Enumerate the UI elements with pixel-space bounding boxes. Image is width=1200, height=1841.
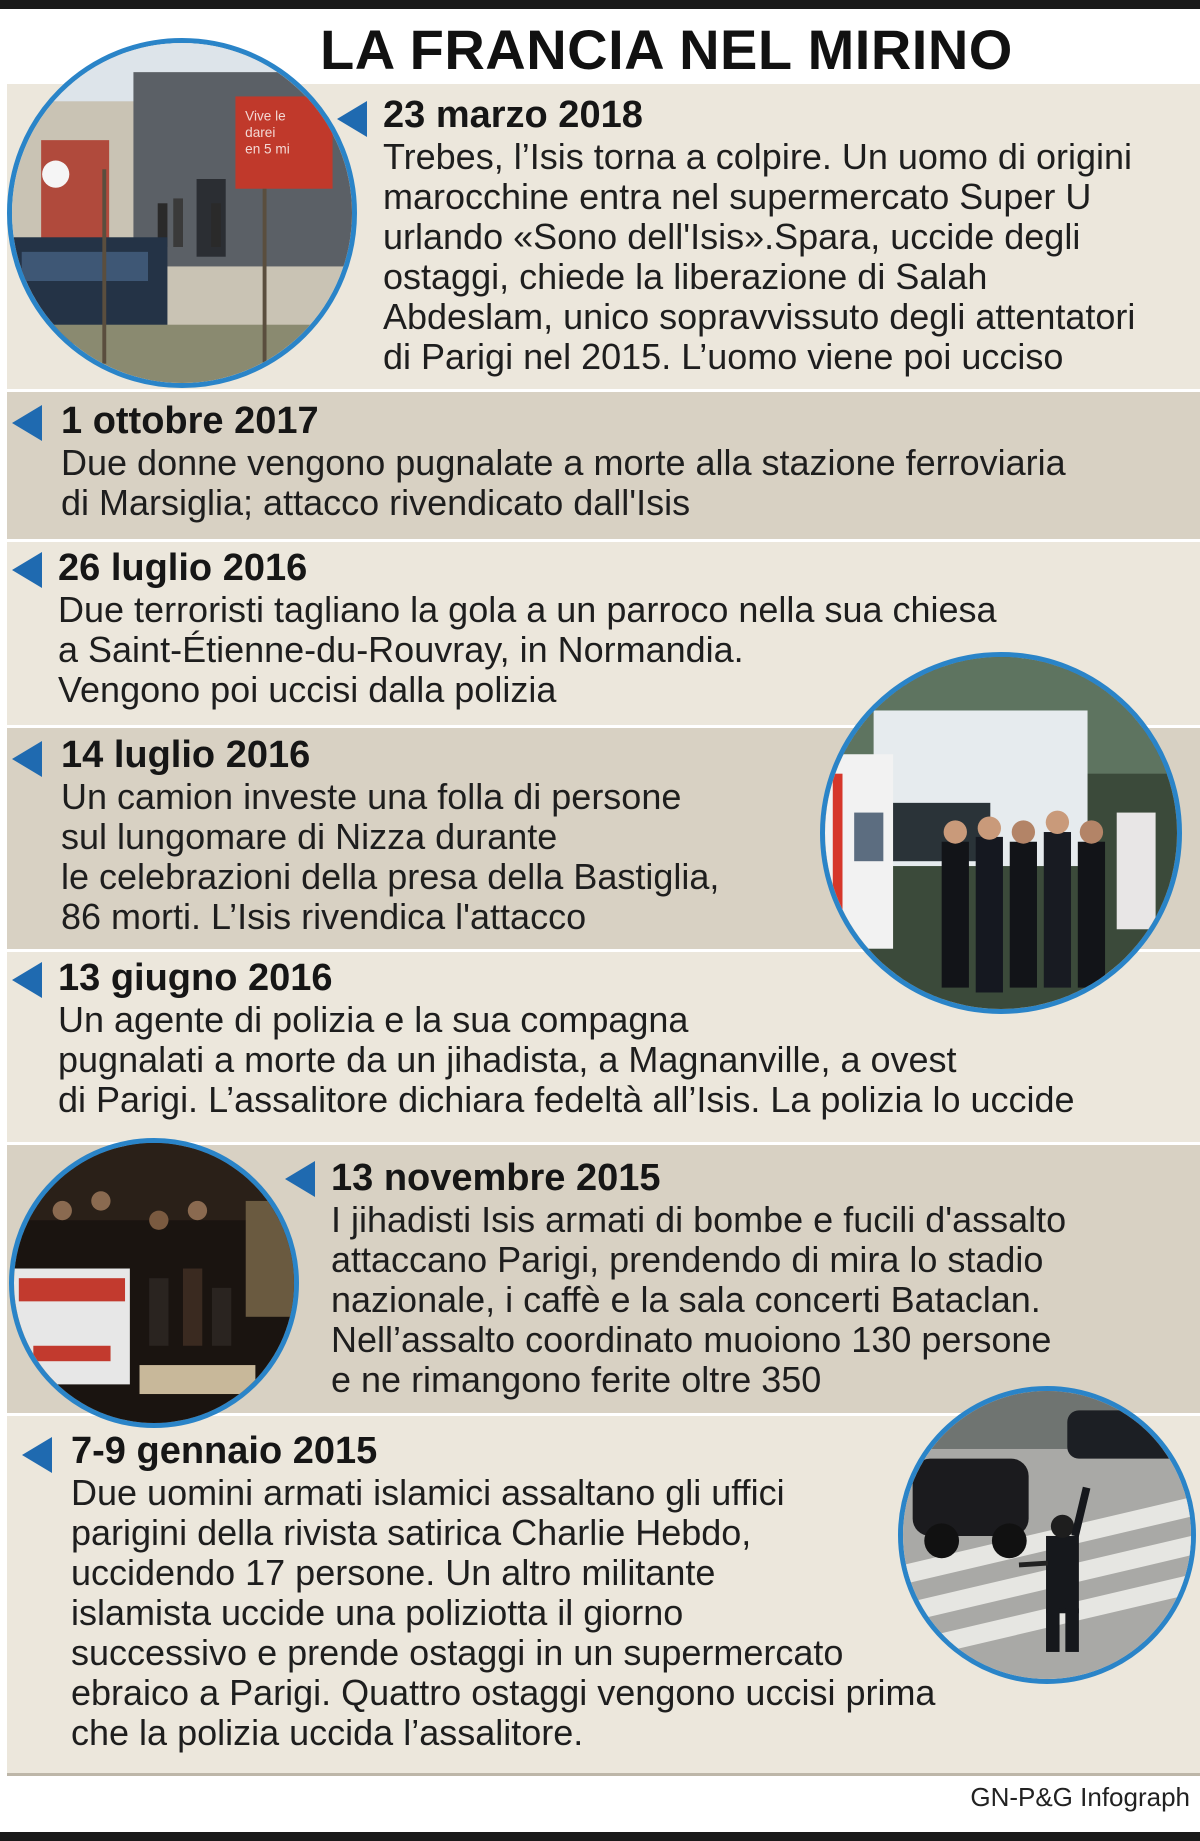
- timeline-marker-icon: [12, 552, 42, 588]
- entry-date: 26 luglio 2016: [58, 547, 308, 589]
- timeline-entry: [58, 956, 1193, 1120]
- entry-text: Due terroristi tagliano la gola a un parroco nella sua chiesa a Saint-Étienne-du-Rouvray, in Normandia. Vengono poi uccisi dalla polizia: [58, 589, 997, 710]
- timeline-entry: [71, 1429, 1031, 1753]
- timeline-marker-icon: [337, 101, 367, 137]
- entry-text: I jihadisti Isis armati di bombe e fucili d'assalto attaccano Parigi, prendendo di mira lo stadio nazionale, i caffè e la sala concerti Bataclan. Nell’assalto coordinato muoiono 130 persone e ne rimangono ferite oltre 350: [331, 1199, 1067, 1400]
- supermarket-scene-image: [12, 43, 352, 383]
- entry-text: Un agente di polizia e la sua compagna pugnalati a morte da un jihadista, a Magnanville, a ovest di Parigi. L’assalitore dichiara fedeltà all’Isis. La polizia lo uccide: [58, 999, 1075, 1120]
- entry-text: Un camion investe una folla di persone sul lungomare di Nizza durante le celebrazioni della presa della Bastiglia, 86 morti. L’Isis rivendica l'attacco: [61, 776, 720, 937]
- timeline-marker-icon: [22, 1437, 52, 1473]
- bottom-rule: [7, 1773, 1200, 1776]
- credit-text: GN-P&G Infograph: [970, 1782, 1190, 1812]
- entry-text: Trebes, l’Isis torna a colpire. Un uomo di origini marocchine entra nel supermercato Super U urlando «Sono dell'Isis».Spara, uccide degli ostaggi, chiede la liberazione di Salah Abdeslam, unico sopravvissuto degli attentatori di Parigi nel 2015. L’uomo viene poi ucciso: [383, 136, 1136, 377]
- entry-date: 23 marzo 2018: [383, 94, 643, 136]
- entry-text: Due donne vengono pugnalate a morte alla stazione ferroviaria di Marsiglia; attacco rivendicato dall'Isis: [61, 442, 1066, 523]
- timeline-marker-icon: [12, 405, 42, 441]
- timeline-entry: [61, 399, 1196, 523]
- paris-night-scene-image: [14, 1143, 294, 1423]
- entry-date: 13 novembre 2015: [331, 1157, 661, 1199]
- bottom-bar: [0, 1832, 1200, 1841]
- entry-date: 14 luglio 2016: [61, 734, 311, 776]
- sign-line-3: en 5 mi: [245, 141, 290, 157]
- timeline-entry: [331, 1156, 1196, 1400]
- entry-text: Due uomini armati islamici assaltano gli uffici parigini della rivista satirica Charlie Hebdo, uccidendo 17 persone. Un altro militante islamista uccide una poliziotta il giorno successivo e prende ostaggi in un supermercato ebraico a Parigi. Quattro ostaggi vengono uccisi prima che la polizia uccida l’assalitore.: [71, 1472, 936, 1753]
- sign-line-1: Vive le: [245, 108, 286, 124]
- top-rule: [0, 0, 1200, 9]
- photo-paris-attacks: [9, 1138, 299, 1428]
- timeline-entry: [383, 93, 1193, 377]
- entry-date: 1 ottobre 2017: [61, 400, 319, 442]
- timeline-entry: [61, 733, 821, 937]
- entry-date: 7-9 gennaio 2015: [71, 1430, 378, 1472]
- sign-line-2: darei: [245, 125, 276, 141]
- timeline-marker-icon: [12, 741, 42, 777]
- entry-date: 13 giugno 2016: [58, 957, 333, 999]
- page-title: LA FRANCIA NEL MIRINO: [320, 18, 1013, 81]
- timeline-entry: [58, 546, 1193, 710]
- timeline-marker-icon: [12, 962, 42, 998]
- photo-trebes-supermarket: [7, 38, 357, 388]
- timeline-marker-icon: [285, 1161, 315, 1197]
